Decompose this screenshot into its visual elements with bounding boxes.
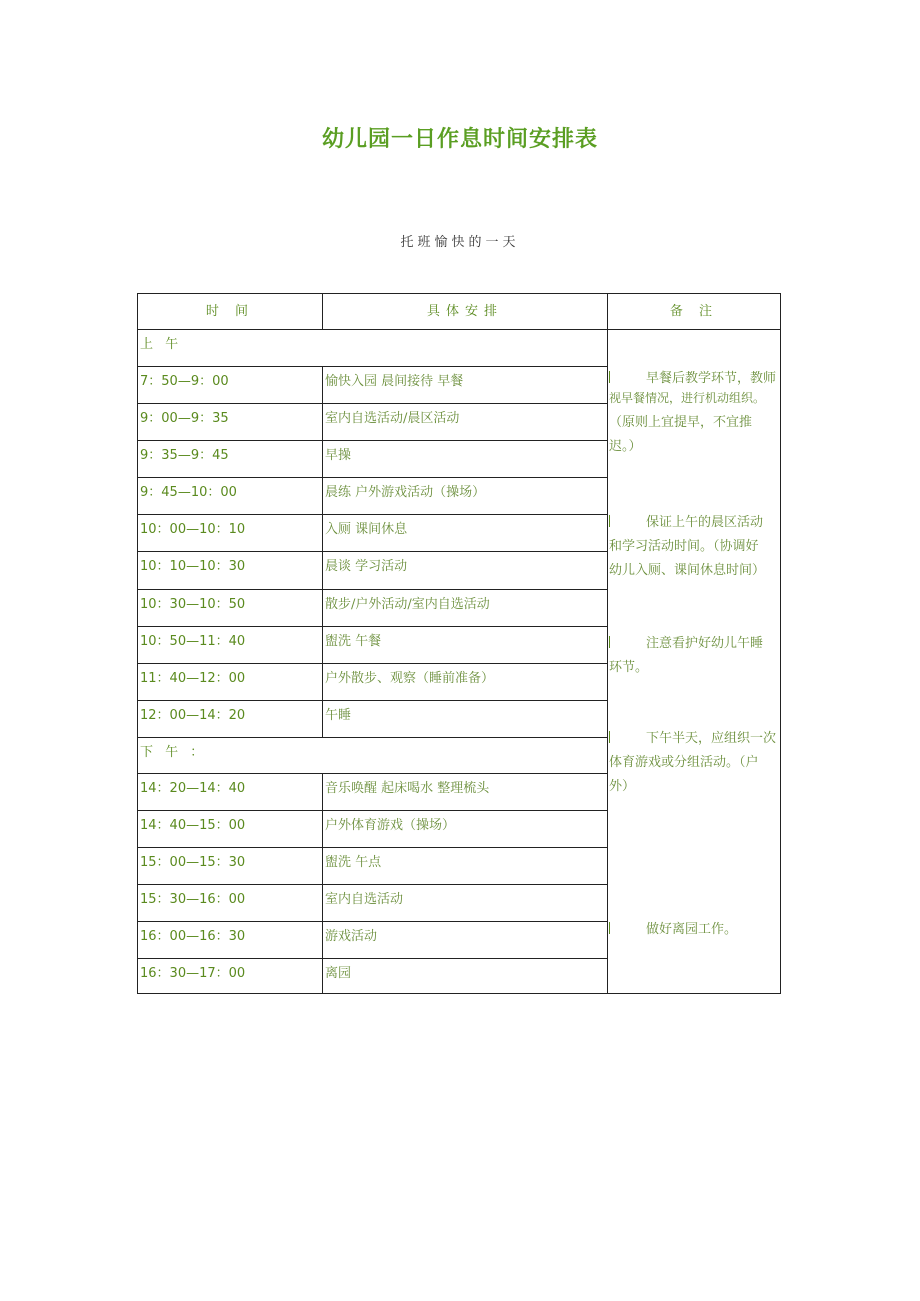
table-row-plan: 盥洗 午餐 xyxy=(323,627,608,664)
table-row-plan: 午睡 xyxy=(323,701,608,738)
table-row-plan: 户外散步、观察（睡前准备） xyxy=(323,664,608,701)
table-row-plan: 游戏活动 xyxy=(323,922,608,959)
header-note: 备 注 xyxy=(608,294,780,330)
note-block: 保证上午的晨区活动 和学习活动时间。（协调好 幼儿入厕、课间休息时间） xyxy=(609,515,766,578)
table-row-time: 15：30—16：00 xyxy=(138,885,323,922)
table-row-plan: 晨练 户外游戏活动（操场） xyxy=(323,478,608,515)
table-row-time: 10：00—10：10 xyxy=(138,515,323,552)
note-marker xyxy=(609,636,610,648)
table-row-time: 9：35—9：45 xyxy=(138,441,323,478)
note-marker xyxy=(609,922,610,934)
table-row-plan: 早操 xyxy=(323,441,608,478)
note-marker xyxy=(609,515,610,527)
table-row-time: 12：00—14：20 xyxy=(138,701,323,738)
table-row-plan: 离园 xyxy=(323,959,608,993)
table-row-plan: 愉快入园 晨间接待 早餐 xyxy=(323,367,608,404)
page-title: 幼儿园一日作息时间安排表 xyxy=(321,127,598,152)
note-marker xyxy=(609,731,610,743)
table-row-plan: 音乐唤醒 起床喝水 整理梳头 xyxy=(323,774,608,811)
note-block: 注意看护好幼儿午睡 环节。 xyxy=(609,636,764,675)
table-row-time: 15：00—15：30 xyxy=(138,848,323,885)
note-marker xyxy=(609,371,610,383)
table-row-plan: 散步/户外活动/室内自选活动 xyxy=(323,590,608,627)
table-row-time: 16：00—16：30 xyxy=(138,922,323,959)
table-row-plan: 室内自选活动 xyxy=(323,885,608,922)
schedule-table xyxy=(137,293,781,994)
table-row-time: 10：30—10：50 xyxy=(138,590,323,627)
table-row-time: 11：40—12：00 xyxy=(138,664,323,701)
table-row-plan: 盥洗 午点 xyxy=(323,848,608,885)
table-row-time: 14：20—14：40 xyxy=(138,774,323,811)
table-row-time: 10：10—10：30 xyxy=(138,552,323,590)
table-row-plan: 晨谈 学习活动 xyxy=(323,552,608,590)
section-morning: 上 午 xyxy=(138,330,608,367)
table-row-time: 14：40—15：00 xyxy=(138,811,323,848)
section-afternoon: 下 午 ： xyxy=(138,738,608,774)
table-row-plan: 室内自选活动/晨区活动 xyxy=(323,404,608,441)
table-row-time: 9：00—9：35 xyxy=(138,404,323,441)
note-block: 下午半天，应组织一次 体育游戏或分组活动。（户 外） xyxy=(609,731,777,794)
header-time: 时 间 xyxy=(138,294,323,330)
table-row-plan: 入厕 课间休息 xyxy=(323,515,608,552)
table-row-time: 10：50—11：40 xyxy=(138,627,323,664)
table-row-time: 7：50—9：00 xyxy=(138,367,323,404)
table-row-time: 16：30—17：00 xyxy=(138,959,323,993)
note-block: 早餐后教学环节，教师 视早餐情况，进行机动组织。 （原则上宜提早，不宜推 迟。） xyxy=(609,371,777,454)
table-row-plan: 户外体育游戏（操场） xyxy=(323,811,608,848)
subtitle: 托班愉快的一天 xyxy=(400,235,520,250)
table-row-time: 9：45—10：00 xyxy=(138,478,323,515)
header-plan: 具体安排 xyxy=(323,294,608,330)
note-block: 做好离园工作。 xyxy=(609,918,781,942)
